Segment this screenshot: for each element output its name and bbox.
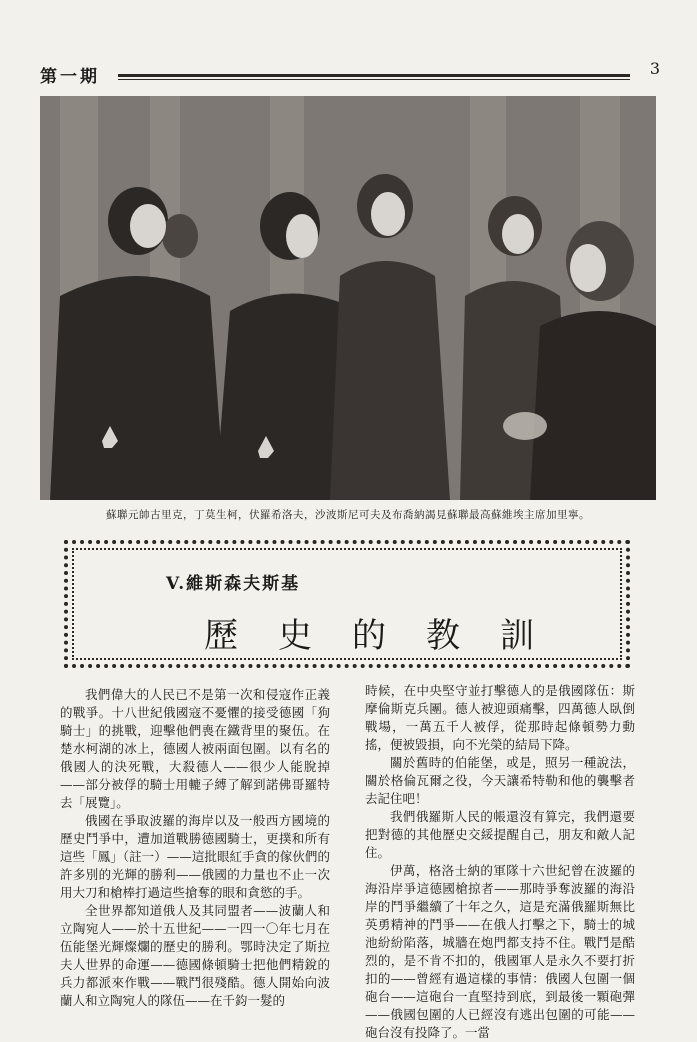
- paragraph: 關於舊時的伯能堡，或是，照另一種說法，關於格倫瓦爾之役，今天讓希特勒和他的襲擊者去記住吧！: [365, 755, 635, 806]
- paragraph: 俄國在爭取波羅的海岸以及一般西方國境的歷史鬥爭中，遭加道戰勝德國騎士，更撲和所有這些「鳳」（註一）——這批眼紅手貪的傢伙們的許多別的光輝的勝利——俄國的力量也不止一次用大刀和槍棒打過這些搶奪的眼和貪慾的手。: [60, 813, 330, 900]
- paragraph: 全世界都知道俄人及其同盟者——波蘭人和立陶宛人——於十五世紀——一四一〇年七月在伍能堡光輝燦爛的歷史的勝利。鄂時決定了斯拉夫人世界的命運——德國條頓騎士把他們精銳的兵力都派來作戰——戰鬥很殘酷。德人開始向波蘭人和立陶宛人的隊伍——在千鈞一髮的: [60, 903, 330, 1008]
- header-rule: [118, 74, 630, 77]
- issue-label: 第一期: [40, 67, 100, 87]
- article-author: V.維斯森夫斯基: [166, 574, 301, 594]
- page-number: 3: [649, 59, 660, 78]
- group-photo: [40, 96, 656, 500]
- photo-illustration: [40, 96, 656, 500]
- paragraph: 伊萬，格洛士納的軍隊十六世紀曾在波羅的海沿岸爭這德國槍掠者——那時爭奪波羅的海沿岸的鬥爭繼續了十年之久，這是充滿俄羅斯無比英勇精神的鬥爭——在俄人打擊之下，騎士的城池紛紛陷落，城牆在炮門都支持不住。戰鬥是酷烈的，是不肯不扣的，俄國軍人是永久不要打折扣的——曾經有過這樣的事情：俄國人包圍一個砲台——這砲台一直堅持到底，到最後一顆砲彈——俄國包圍的人已經沒有逃出包圍的可能——砲台沒有投降了。一當: [365, 863, 635, 1040]
- right-column: [365, 682, 635, 1042]
- paragraph: 時候，在中央堅守並打擊德人的是俄國隊伍：斯摩倫斯克兵團。德人被迎頭痛擊，四萬德人臥倒戰場，一萬五千人被俘，從那時起條頓勢力動搖，便被毀損，向不光榮的結局下降。: [365, 683, 635, 752]
- paragraph: 我們偉大的人民已不是第一次和侵寇作正義的戰爭。十八世紀俄國寇不憂懼的接受德國「狗騎士」的挑戰，迎擊他們喪在鐵背里的聚伍。在楚水柯湖的冰上，德國人被兩面包圍。以有名的俄國人的決死戰，大殺德人——很少人能脫掉——部分被俘的騎士用轆子縛了解到諾佛哥羅特去「展覽」。: [60, 687, 330, 810]
- page-header: [40, 59, 660, 90]
- paragraph: 我們俄羅斯人民的帳還沒有算完，我們還要把對德的其他歷史交綏提醒自己，朋友和敵人記住。: [365, 809, 635, 860]
- header-rule-thin: [118, 79, 630, 80]
- left-column: [60, 686, 330, 1010]
- article-title: 歷史的教訓: [204, 616, 574, 656]
- photo-caption: 蘇聯元帥古里克，丁莫生柯，伏羅希洛夫，沙波斯尼可夫及布喬納謁見蘇聯最高蘇維埃主席加里寧。: [106, 509, 590, 521]
- title-box: [64, 540, 630, 668]
